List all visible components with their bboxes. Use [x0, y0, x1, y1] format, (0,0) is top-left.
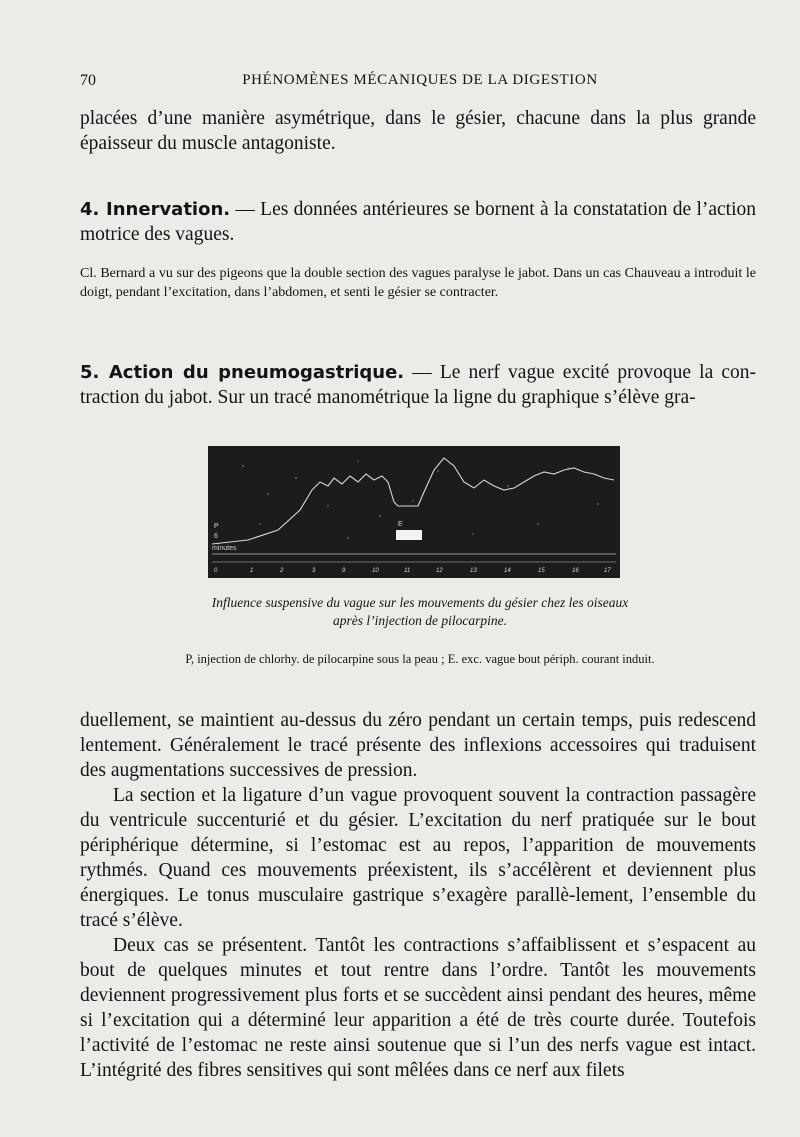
tick-label: 16 [572, 568, 579, 574]
tick-label: 14 [504, 568, 511, 574]
section-text-innervation: — Les données antérieures se bornent à la constatation de l’action motrice des vagues. [80, 199, 756, 245]
tick-label: 9 [342, 568, 346, 574]
paragraph-asymmetric: placées d’une manière asymétrique, dans le gésier, chacune dans la plus grande épaisseur du muscle antagoniste. [80, 108, 756, 154]
paragraph-two-cases: Deux cas se présentent. Tantôt les contractions s’affaiblissent et s’espacent au bout de quelques minutes et tout rentre dans l’ordre. Tantôt les mouvements deviennent progressivement plus forts et se succèdent ainsi pendant des heures, même si l’excitation qui a déterminé leur apparition a été de très courte durée. Toutefois l’activité de l’estomac ne reste ainsi soutenue que si l’un des nerfs vague est intact. L’intégrité des fibres sensitives qui sont mêlées dans ce nerf aux filets [80, 935, 756, 1081]
tick-label: 17 [604, 568, 611, 574]
section-pneumogastrique [80, 360, 756, 410]
trace-image [208, 446, 620, 578]
paragraph-continuation: duellement, se maintient au-dessus du zéro pendant un certain temps, puis redescend lentement. Généralement le tracé présente des inflexions accessoires qui traduisent des augmentations successives de pression. [80, 710, 756, 781]
tick-label: 1 [250, 568, 254, 574]
tick-label: 0 [214, 568, 218, 574]
tick-label: 13 [470, 568, 477, 574]
running-head: PHÉNOMÈNES MÉCANIQUES DE LA DIGESTION [242, 72, 598, 88]
section-innervation [80, 197, 756, 247]
tick-label: 10 [372, 568, 379, 574]
section-heading-innervation: 4. Innervation. [80, 199, 231, 220]
label-minutes: minutes [212, 545, 237, 552]
figure-legend: P, injection de chlorhy. de pilocarpine sous la peau ; E. exc. vague bout périph. courant induit. [185, 652, 655, 666]
marker-p: P [214, 523, 219, 530]
label-six: 6 [214, 533, 218, 540]
stimulation-marker [396, 530, 422, 540]
section-text-pneumogastrique: — Le nerf vague excité provoque la con-traction du jabot. Sur un tracé manométrique la ligne du graphique s’élève gra- [80, 362, 756, 408]
note-bernard-chauveau: Cl. Bernard a vu sur des pigeons que la double section des vagues paralyse le jabot. Dans un cas Chauveau a introduit le doigt, pendant l’excitation, dans l’abdomen, et senti le gésier se contracter. [80, 266, 756, 300]
figure-caption-line2: après l’injection de pilocarpine. [333, 613, 507, 628]
tick-label: 2 [280, 568, 284, 574]
tick-label: 3 [312, 568, 316, 574]
manometric-trace-figure [208, 446, 620, 578]
paragraph-section-ligature: La section et la ligature d’un vague provoquent souvent la contraction passagère du ventricule succenturié et du gésier. L’excitation du nerf pratiquée sur le bout périphérique détermine, si l’estomac est au repos, l’apparition de mouvements rythmés. Quand ces mouvements préexistent, ils s’accélèrent et deviennent plus énergiques. Le tonus musculaire gastrique s’exagère parallè-lement, l’ensemble du tracé s’élève. [80, 785, 756, 931]
tick-label: 12 [436, 568, 443, 574]
tick-label: 15 [538, 568, 545, 574]
page-header [80, 72, 760, 96]
figure-caption-line1: Influence suspensive du vague sur les mouvements du gésier chez les oiseaux [211, 595, 629, 610]
page-number: 70 [80, 72, 96, 89]
section-heading-pneumogastrique: 5. Action du pneumogastrique. [80, 362, 405, 383]
marker-e: E [398, 521, 403, 528]
tick-label: 11 [404, 568, 411, 574]
